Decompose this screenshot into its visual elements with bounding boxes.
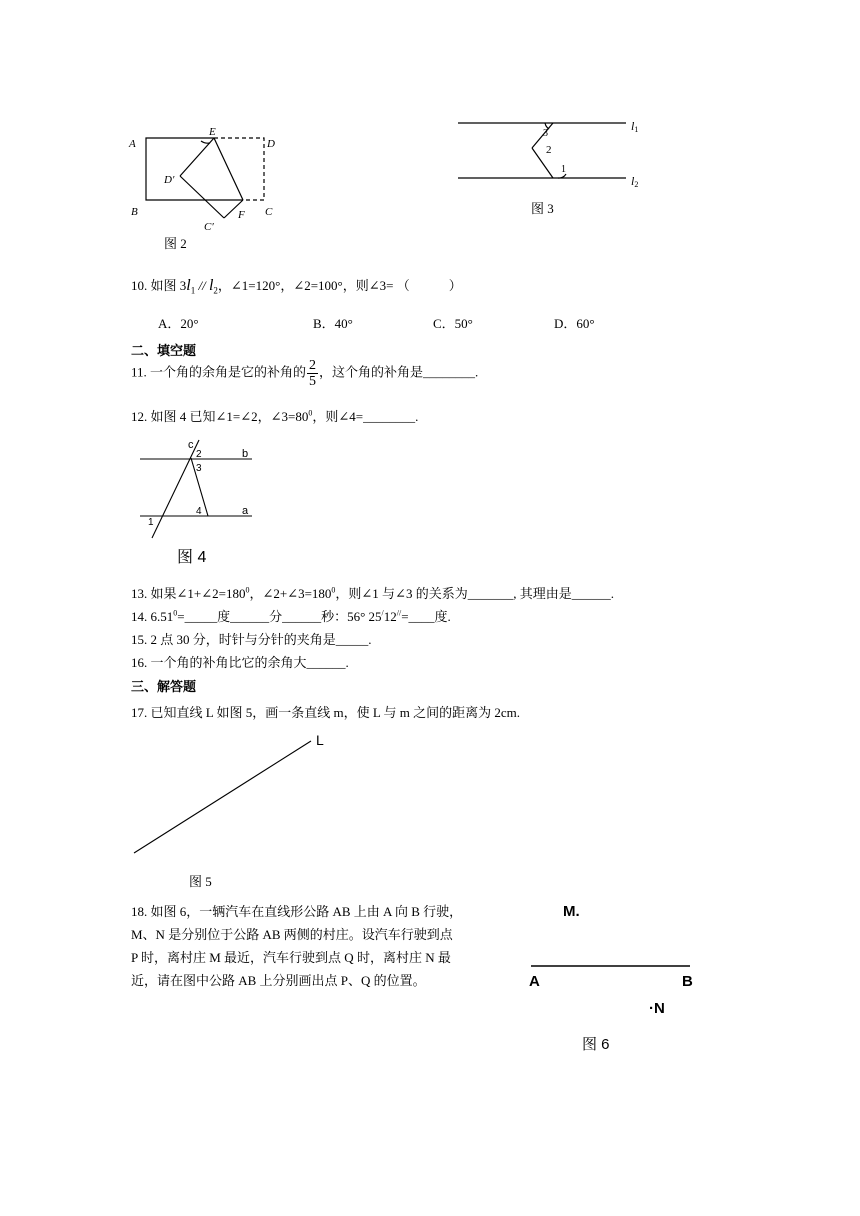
q10-option-d: D．60° — [554, 316, 595, 331]
fig2-label-B: B — [131, 206, 138, 218]
fig2-caption: 图 2 — [164, 236, 187, 251]
question-15: 15. 2 点 30 分，时针与分针的夹角是_____. — [131, 632, 372, 647]
fig6-label-N: ·N — [649, 1000, 665, 1017]
fig4-label-4: 4 — [196, 506, 202, 517]
fig2-label-Cp: C′ — [204, 221, 214, 233]
q10-option-c: C．50° — [433, 316, 473, 331]
q10-option-a: A．20° — [158, 316, 199, 331]
fig5-caption: 图 5 — [189, 874, 212, 889]
question-11: 11. 一个角的余角是它的补角的 $\frac{2}{5}$ ，这个角的补角是________. — [131, 358, 479, 389]
question-10: 10. 如图 $3l_1 // l_2$，∠1=120°，∠2=100°，则∠3= （ ） — [131, 277, 462, 296]
question-13: 13. 如果$\angle 1+\angle 2=180^0$，$\angle 2+\angle 3=180^0$，则∠1 与∠3 的关系为_______, 其理由是______. — [131, 585, 614, 601]
fig3-label-l1: l1 — [631, 119, 639, 134]
question-16: 16. 一个角的补角比它的余角大______. — [131, 655, 349, 670]
fig2-label-A: A — [129, 138, 136, 150]
fig5-label-L: L — [316, 732, 324, 748]
question-12: 12. 如图 4 已知∠1=∠2，$\angle 3=80^0$，则∠4=________. — [131, 408, 419, 424]
fig4-label-b: b — [242, 448, 249, 460]
fig2-label-C: C — [265, 206, 273, 218]
question-14: 14. $6.51^0=\_\_\_\_\_$度______分______秒：56° 25/12//=____度. — [131, 608, 451, 624]
fig3-label-3: 3 — [543, 128, 548, 139]
section-3-heading: 三、解答题 — [131, 679, 197, 694]
fig2-label-D: D — [267, 138, 275, 150]
question-17: 17. 已知直线 L 如图 5，画一条直线 m，使 L 与 m 之间的距离为 2cm. — [131, 705, 521, 720]
fig6-label-B: B — [682, 973, 693, 990]
fig6-caption: 图 6 — [582, 1036, 610, 1053]
fig6-label-M: M. — [563, 903, 580, 920]
fig2-label-F: F — [238, 209, 245, 221]
fig4-label-1: 1 — [148, 517, 154, 528]
fig4-caption: 图 4 — [177, 549, 207, 566]
fig4-label-2: 2 — [196, 449, 202, 460]
fig4-label-3: 3 — [196, 463, 202, 474]
question-18: 18. 如图 6，一辆汽车在直线形公路 AB 上由 A 向 B 行驶， M、N 是分别位于公路 AB 两侧的村庄。设汽车行驶到点 P 时，离村庄 M 最近，汽车行驶到点 Q 时，离村庄 N 最 近，请在图中公路 AB 上分别画出点 P、Q 的位置。 — [131, 904, 463, 988]
section-2-heading: 二、填空题 — [131, 343, 197, 358]
fig3-label-1: 1 — [561, 164, 566, 175]
fig4-label-c: c — [188, 439, 194, 451]
fig6-label-A: A — [529, 973, 540, 990]
fig3-label-l2: l2 — [631, 174, 639, 189]
fig3-caption: 图 3 — [531, 201, 554, 216]
fig2-label-Dp: D′ — [164, 174, 175, 186]
fig3-label-2: 2 — [546, 144, 552, 156]
q10-option-b: B．40° — [313, 316, 353, 331]
fig4-label-a: a — [242, 505, 249, 517]
fig2-label-E: E — [209, 126, 216, 138]
